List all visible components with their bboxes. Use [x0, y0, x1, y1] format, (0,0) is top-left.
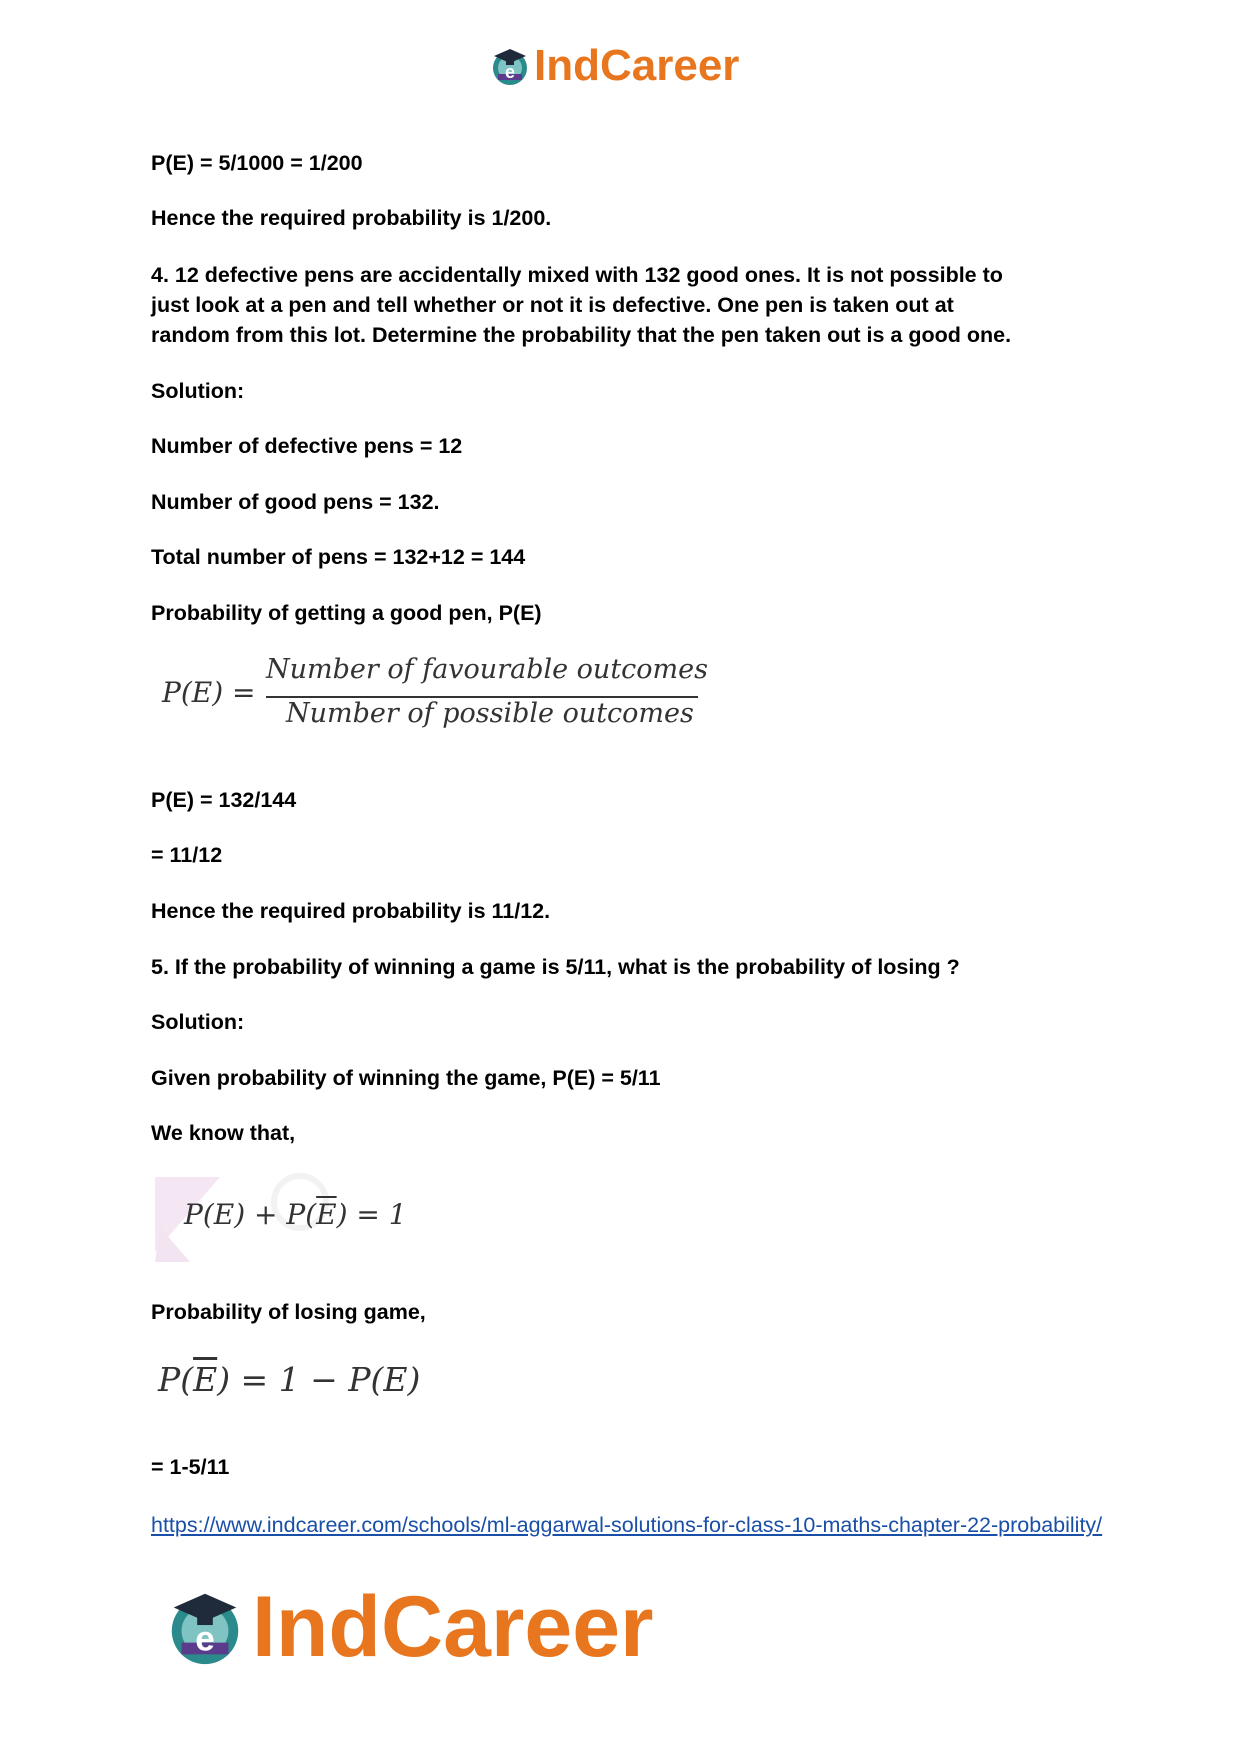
equation-part: P( — [158, 1360, 194, 1399]
text-line: = 11/12 — [151, 843, 223, 867]
text-line: Probability of getting a good pen, P(E) — [151, 601, 542, 625]
formula-numerator: Number of favourable outcomes — [266, 654, 708, 685]
equation-part: P(E) + P( — [184, 1198, 317, 1231]
losing-probability-equation — [158, 1360, 420, 1399]
logo-text: IndCareer — [252, 1579, 654, 1675]
text-line: Total number of pens = 132+12 = 144 — [151, 545, 526, 569]
text-line: Number of defective pens = 12 — [151, 434, 463, 458]
formula-denominator: Number of possible outcomes — [286, 698, 694, 729]
text-line: We know that, — [151, 1121, 296, 1145]
e-bar: $\overline{E}$ — [193, 1360, 218, 1399]
question-5: 5. If the probability of winning a game is 5/11, what is the probability of losing ? — [151, 955, 960, 979]
text-line: P(E) = 132/144 — [151, 788, 297, 812]
source-link[interactable]: https://www.indcareer.com/schools/ml-aggarwal-solutions-for-class-10-maths-chapter-22-probability/ — [151, 1513, 1103, 1537]
text-line: Probability of losing game, — [151, 1300, 426, 1324]
logo-text: IndCareer — [534, 41, 740, 90]
question-4 — [151, 260, 1091, 350]
probability-formula — [162, 654, 708, 734]
footer-logo — [162, 1579, 654, 1675]
text-line: Given probability of winning the game, P(E) = 5/11 — [151, 1066, 661, 1090]
svg-text:e: e — [504, 62, 516, 82]
formula-lhs: P(E) = — [162, 676, 256, 709]
logo-globe-icon — [488, 44, 532, 88]
question-line: just look at a pen and tell whether or not it is defective. One pen is taken out at — [151, 293, 954, 317]
solution-heading: Solution: — [151, 1010, 245, 1034]
text-line: Hence the required probability is 11/12. — [151, 899, 551, 923]
text-line: = 1-5/11 — [151, 1455, 230, 1479]
text-line: P(E) = 5/1000 = 1/200 — [151, 151, 363, 175]
logo-globe-icon — [162, 1584, 248, 1670]
solution-heading: Solution: — [151, 379, 245, 403]
equation-part: ) = 1 — [336, 1198, 407, 1231]
question-line: 4. 12 defective pens are accidentally mixed with 132 good ones. It is not possible to — [151, 263, 1003, 287]
text-line: Number of good pens = 132. — [151, 490, 440, 514]
complement-equation — [184, 1198, 407, 1231]
equation-part: ) = 1 − P(E) — [217, 1360, 421, 1399]
svg-text:e: e — [195, 1619, 215, 1659]
e-bar: $\overline{E}$ — [316, 1198, 337, 1231]
header-logo — [488, 42, 739, 90]
text-line: Hence the required probability is 1/200. — [151, 206, 552, 230]
question-line: random from this lot. Determine the probability that the pen taken out is a good one. — [151, 323, 1012, 347]
